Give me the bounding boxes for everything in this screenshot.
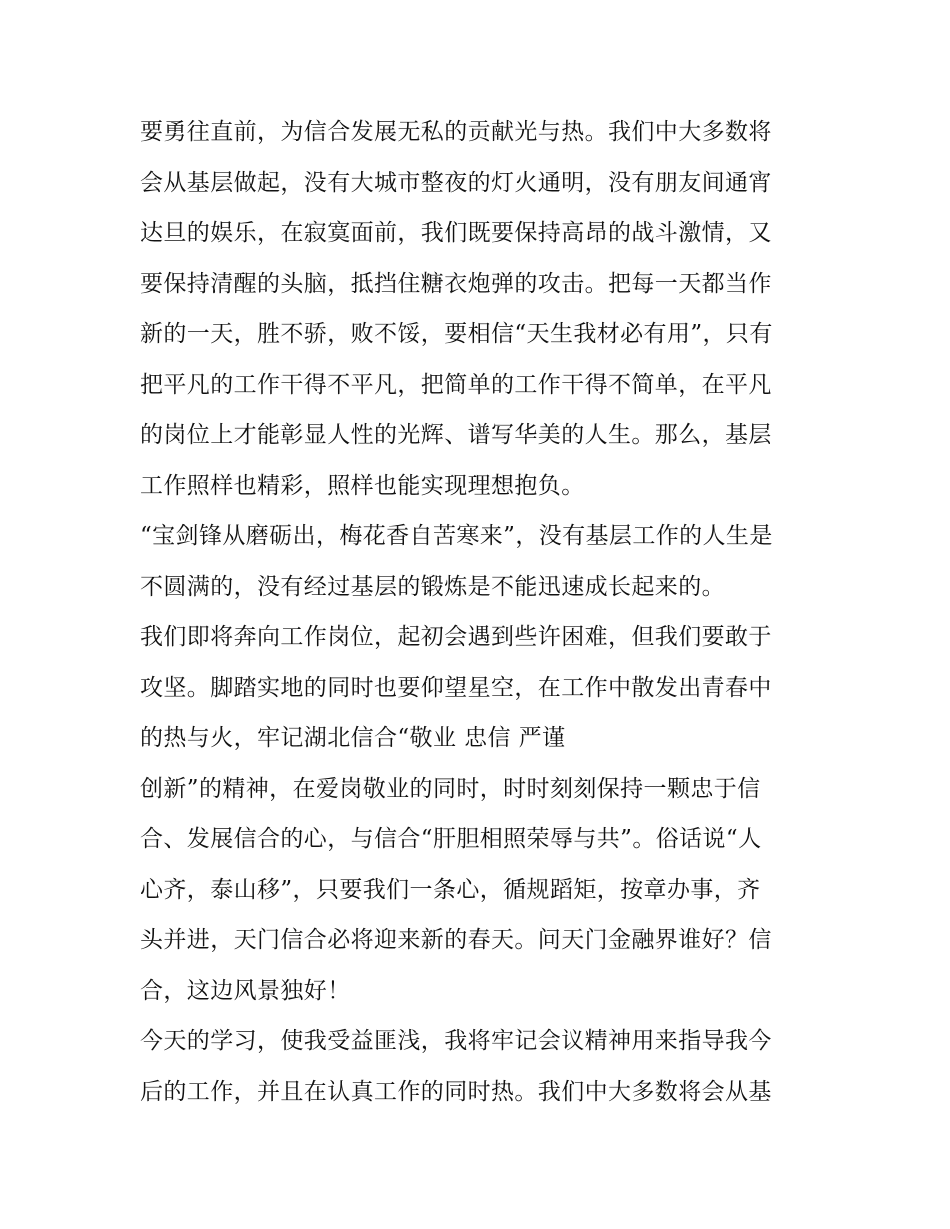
text-line: 的热与火，牢记湖北信合“敬业 忠信 严谨 (140, 725, 566, 751)
text-line: 达旦的娱乐，在寂寞面前，我们既要保持高昂的战斗激情，又 (140, 220, 772, 246)
text-line: 后的工作，并且在认真工作的同时热。我们中大多数将会从基 (140, 1078, 772, 1105)
body-text (140, 107, 820, 1117)
text-line: 头并进，天门信合必将迎来新的春天。问天门金融界谁好？信 (140, 927, 772, 953)
text-line: 创新”的精神，在爱岗敬业的同时，时时刻刻保持一颗忠于信 (140, 775, 761, 802)
text-line: 的岗位上才能彰显人性的光辉、谱写华美的人生。那么，基层 (140, 422, 772, 448)
text-line: 新的一天，胜不骄，败不馁，要相信“天生我材必有用”，只有 (140, 321, 773, 347)
text-line: 今天的学习，使我受益匪浅，我将牢记会议精神用来指导我今 (140, 1028, 772, 1054)
text-line: 合，这边风景独好！ (140, 977, 351, 1004)
text-line: “宝剑锋从磨砺出，梅花香自苦寒来”，没有基层工作的人生是 (140, 523, 773, 549)
text-line: 要勇往直前，为信合发展无私的贡献光与热。我们中大多数将 (140, 119, 772, 145)
text-line: 会从基层做起，没有大城市整夜的灯火通明，没有朋友间通宵 (140, 169, 772, 196)
text-line: 把平凡的工作干得不平凡，把简单的工作干得不简单，在平凡 (140, 371, 772, 398)
text-line: 攻坚。脚踏实地的同时也要仰望星空，在工作中散发出青春中 (140, 674, 772, 701)
text-line: 我们即将奔向工作岗位，起初会遇到些许困难，但我们要敢于 (140, 624, 772, 650)
text-line: 合、发展信合的心，与信合“肝胆相照荣辱与共”。俗话说“人 (140, 826, 762, 852)
text-line: 工作照样也精彩，照样也能实现理想抱负。 (140, 472, 585, 499)
text-line: 不圆满的，没有经过基层的锻炼是不能迅速成长起来的。 (140, 573, 725, 600)
text-line: 要保持清醒的头脑，抵挡住糖衣炮弹的攻击。把每一天都当作 (140, 270, 772, 297)
text-line: 心齐，泰山移”，只要我们一条心，循规蹈矩，按章办事，齐 (140, 876, 761, 903)
